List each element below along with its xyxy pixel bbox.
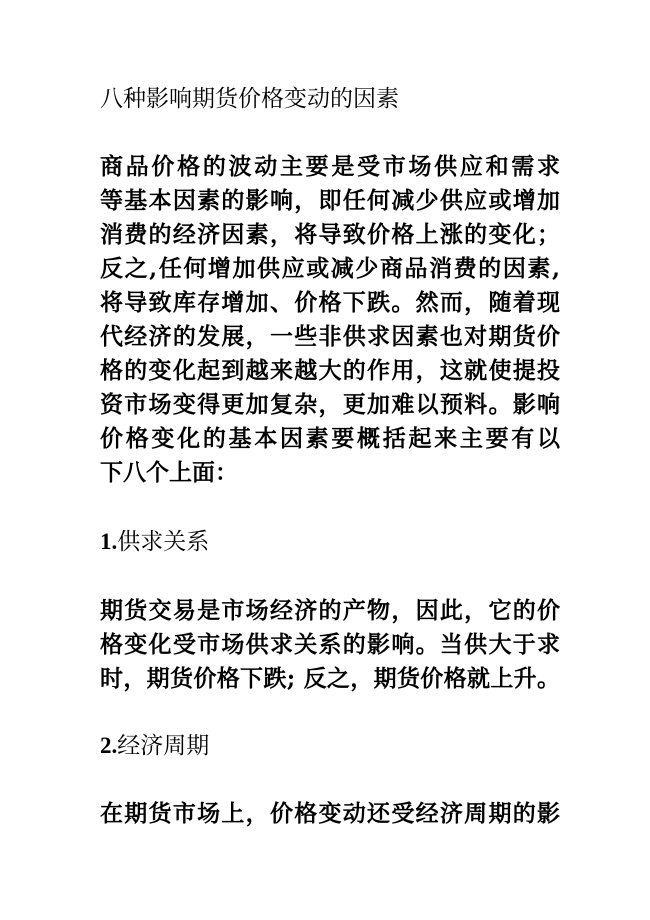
intro-line: 消费的经济因素，将导致价格上涨的变化； (100, 221, 560, 248)
intro-line: 等基本因素的影响，即任何减少供应或增加 (100, 187, 560, 214)
section-title: 供求关系 (117, 529, 210, 555)
intro-paragraph (100, 150, 560, 490)
intro-line: 下八个上面： (100, 459, 238, 486)
section-2-paragraph (100, 797, 560, 831)
intro-line: 格的变化起到越来越大的作用，这就使提投 (100, 357, 560, 384)
document-title: 八种影响期货价格变动的因素 (100, 86, 399, 112)
section-number: 2. (100, 733, 118, 758)
section-1-line: 格变化受市场供求关系的影响。当供大于求 (100, 631, 560, 658)
section-title: 经济周期 (117, 733, 210, 759)
intro-line: 反之,任何增加供应或减少商品消费的因素, (100, 255, 560, 282)
intro-line: 资市场变得更加复杂，更加难以预料。影响 (100, 391, 560, 418)
section-heading-1 (100, 525, 560, 559)
section-1-line: 时，期货价格下跌; 反之，期货价格就上升。 (100, 665, 560, 692)
intro-line: 商品价格的波动主要是受市场供应和需求 (100, 153, 560, 180)
section-1-line: 期货交易是市场经济的产物，因此，它的价 (100, 597, 560, 624)
section-2-line: 在期货市场上，价格变动还受经济周期的影 (100, 800, 560, 827)
section-1-paragraph (100, 594, 560, 696)
intro-line: 代经济的发展，一些非供求因素也对期货价 (100, 323, 560, 350)
section-number: 1. (100, 529, 118, 554)
section-heading-2 (100, 729, 560, 763)
intro-line: 将导致库存增加、价格下跌。然而，随着现 (100, 289, 560, 316)
intro-line: 价格变化的基本因素要概括起来主要有以 (100, 425, 560, 452)
